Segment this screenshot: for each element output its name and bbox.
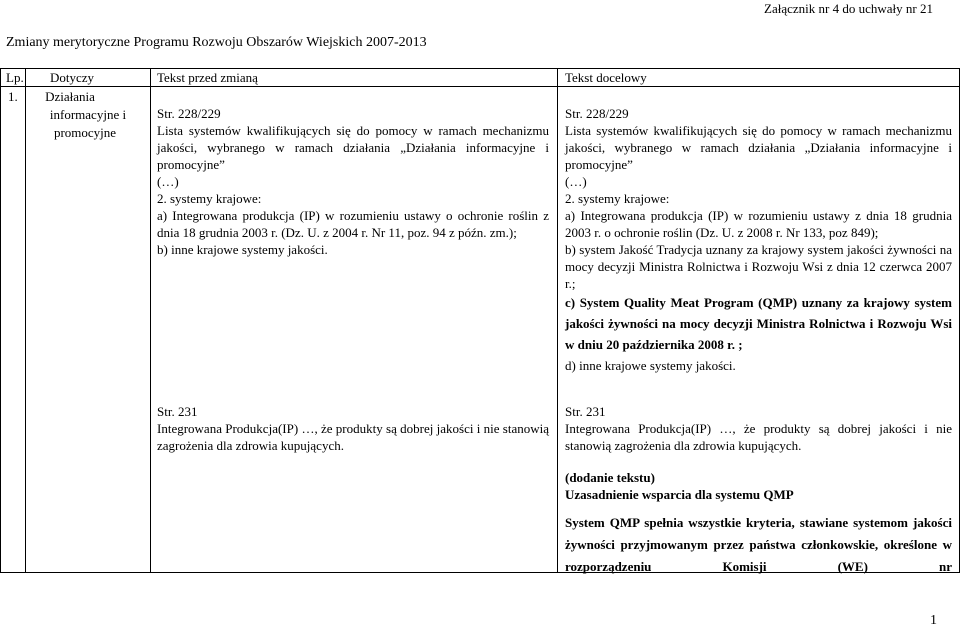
header-after: Tekst docelowy bbox=[565, 70, 647, 85]
after-item-d: d) inne krajowe systemy jakości. bbox=[565, 358, 736, 373]
after-column bbox=[565, 105, 952, 374]
document-title: Zmiany merytoryczne Programu Rozwoju Obszarów Wiejskich 2007-2013 bbox=[6, 35, 427, 50]
before-ellipsis: (…) bbox=[157, 174, 179, 189]
header-lp: Lp. bbox=[6, 70, 24, 85]
after-ip-text: Integrowana Produkcja(IP) …, że produkty są dobrej jakości i nie stanowią zagrożenia dla zdrowia kupujących. bbox=[565, 421, 952, 453]
before-item-a: a) Integrowana produkcja (IP) w rozumieniu ustawy o ochronie roślin z dnia 18 grudnia 2003 r. (Dz. U. z 2004 r. Nr 11, poz. 94 z późn. zm.); bbox=[157, 208, 549, 240]
before-heading: Lista systemów kwalifikujących się do pomocy w ramach mechanizmu jakości, wybranego w ramach działania „Działania informacyjne i promocyjne” bbox=[157, 123, 549, 172]
row-lp: 1. bbox=[8, 89, 18, 104]
header-dotyczy: Dotyczy bbox=[50, 70, 95, 85]
after-justification-title: Uzasadnienie wsparcia dla systemu QMP bbox=[565, 487, 794, 502]
dotyczy-line-2: informacyjne i bbox=[49, 107, 127, 122]
after-ellipsis: (…) bbox=[565, 174, 587, 189]
header-separator bbox=[0, 86, 960, 87]
after-item-b: b) system Jakość Tradycja uznany za krajowy system jakości żywności na mocy decyzji Ministra Rolnictwa i Rozwoju Wsi z dnia 12 czerwca 2007 r.; bbox=[565, 242, 952, 291]
after-page-ref-2: Str. 231 bbox=[565, 404, 606, 419]
after-heading: Lista systemów kwalifikujących się do pomocy w ramach mechanizmu jakości, wybranego w ramach działania „Działania informacyjne i promocyjne” bbox=[565, 123, 952, 172]
after-column-2 bbox=[565, 403, 952, 454]
before-column-2 bbox=[157, 403, 549, 454]
col-divider-before bbox=[557, 68, 558, 573]
after-item-a: a) Integrowana produkcja (IP) w rozumieniu ustawy z dnia 18 grudnia 2003 r. o ochronie roślin (Dz. U. z 2008 r. Nr 133, poz 849); bbox=[565, 208, 952, 240]
after-item-c: c) System Quality Meat Program (QMP) uznany za krajowy system jakości żywności na mocy decyzji Ministra Rolnictwa i Rozwoju Wsi w dniu 20 października 2008 r. ; bbox=[565, 295, 952, 352]
attachment-note: Załącznik nr 4 do uchwały nr 21 bbox=[764, 1, 933, 16]
table-top-border bbox=[0, 68, 960, 69]
after-qmp-paragraph bbox=[565, 512, 952, 578]
after-page-ref: Str. 228/229 bbox=[565, 106, 629, 121]
col-divider-dotyczy bbox=[150, 68, 151, 573]
after-section: 2. systemy krajowe: bbox=[565, 191, 670, 206]
left-border bbox=[0, 68, 1, 573]
header-before: Tekst przed zmianą bbox=[157, 70, 258, 85]
after-qmp-text: System QMP spełnia wszystkie kryteria, stawiane systemom jakości żywności przyjmowanym przez państwa członkowskie, określone w rozporządzeniu Komisji (WE) nr bbox=[565, 515, 952, 574]
before-column bbox=[157, 105, 549, 258]
after-added-note: (dodanie tekstu) bbox=[565, 470, 655, 485]
before-page-ref: Str. 228/229 bbox=[157, 106, 221, 121]
before-ip-text: Integrowana Produkcja(IP) …, że produkty są dobrej jakości i nie stanowią zagrożenia dla zdrowia kupujących. bbox=[157, 421, 549, 453]
page-number: 1 bbox=[930, 613, 937, 628]
before-section: 2. systemy krajowe: bbox=[157, 191, 262, 206]
dotyczy-line-1: Działania bbox=[45, 89, 95, 104]
dotyczy-line-3: promocyjne bbox=[53, 125, 117, 140]
before-page-ref-2: Str. 231 bbox=[157, 404, 198, 419]
after-added-section bbox=[565, 469, 952, 503]
before-item-b: b) inne krajowe systemy jakości. bbox=[157, 242, 328, 257]
col-divider-lp bbox=[25, 68, 26, 573]
row-dotyczy bbox=[28, 88, 148, 141]
